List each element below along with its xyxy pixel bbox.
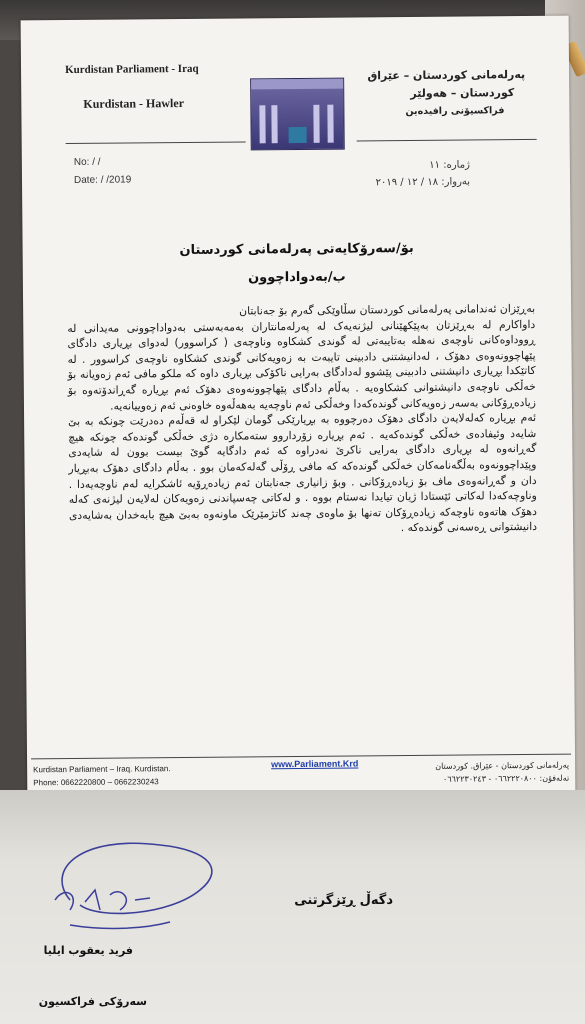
- signer-position: سەرۆکی فراکسیون: [38, 995, 147, 1008]
- signer-name: فرید یعقوب ایلیا: [43, 944, 133, 957]
- logo-column: [271, 105, 277, 143]
- body-paragraph: ئەم بڕیارە کەلەلایەن دادگای دهۆک دەرچووە بە بڕیارێکی گومان لێکراو لە قەڵەم دەدرێت چونکە بە بێ شایەد وئیفادەی خەڵکی گوندەکەیە . ئەم بڕیارە زۆرداروو ستەمکارە دژی خەڵکی گوندەکە چونکە هیچ گەڕانەوە لە بڕیاری دادگای بەرایی ناکرێ نەدراوە کە ئەم دادگایە گوێ بیست بوون لە شایەدی وپێداچوونەوە بەڵگەنامەکان خەڵکی گوندەکە کە مافی ڕۆڵی گەلەکەمان بوو . بەڵام دادگای دهۆک بەبڕیار دان و گەڕانەوەی ماف بۆ زیادەڕۆکانی . وبۆ زانیاری جەنابتان ئەم زیادەڕۆیە ئاشکرایە لەم ناوچەیەدا . وناوچەکەدا لەکاتی ئێستادا ژیان تیایدا نەستام بووە . و لەکاتی چەسپاندنی زەویەکان لەلایەن لیژنەی کەلە دهۆک هاتەوە ناوچەکە زیادەڕۆکان تەنها بۆ ماوەی چەند کاتژمێرێک ماونەوە بەبێ هیچ بابەخدان بەشایەدی دانیشتوانی ڕەسەنی گوندەکە .: [68, 411, 538, 535]
- website-link[interactable]: www.Parliament.Krd: [271, 758, 359, 770]
- ar-number-field: ژمارە: ۱۱: [429, 159, 470, 171]
- footer-en-line2: Phone: 0662220800 – 0662230243: [33, 777, 159, 788]
- letterhead-ar-line2: کوردستان – هەولێر: [410, 86, 515, 101]
- closing-regards: دگەڵ ڕێزگرتنی: [294, 893, 393, 908]
- letter-page: [21, 16, 576, 801]
- recipient-title: بۆ/سەرۆکایەتی پەرلەمانی کوردستان: [179, 240, 414, 259]
- footer-ar-line1: پەرلەمانی کوردستان - عێراق. کوردستان: [435, 760, 570, 771]
- letterhead-rule-right: [357, 139, 537, 142]
- date-field: Date: / /2019: [73, 174, 132, 186]
- letterhead-rule-left: [66, 141, 246, 144]
- letterhead-ar-line1: پەرلەمانی کوردستان – عێراق: [367, 68, 526, 83]
- logo-column: [259, 105, 265, 143]
- letterhead-en-line1: Kurdistan Parliament - Iraq: [64, 62, 199, 77]
- body-paragraph: بەڕێزان ئەندامانی پەرلەمانی کوردستان سڵاوێکی گەرم بۆ جەنابتان: [239, 301, 536, 318]
- handwritten-signature: [40, 830, 240, 940]
- letterhead-en-line2: Kurdistan - Hawler: [83, 95, 185, 111]
- ar-date-field: بەروار: ۱۸ / ۱۲ / ۲۰۱۹: [375, 176, 471, 189]
- letterhead-ar-line3: فراکسیۆنی رافیدەین: [405, 105, 505, 118]
- logo-door: [289, 127, 307, 143]
- no-field: No: / /: [73, 156, 101, 168]
- footer-en-line1: Kurdistan Parliament – Iraq. Kurdistan.: [33, 764, 171, 775]
- footer-ar-line2: تەلەفۆن: ٠٦٦٢٢٢٠٨٠٠ - ٠٦٦٢٢٣٠٢٤٣: [442, 773, 570, 784]
- letter-body: [67, 301, 537, 539]
- body-paragraph: داواکارم لە بەڕێزتان بەپێکهێنانی لیژنەیەک لە پەرلەمانتاران بەمەبەستی بەدواداچوونی مەیدانی لە ڕووداوەکانی ناوچەی نەهلە بەتایبەتی لە گوندی کشکاوە وناوچەی ( کراسوور) لەدوای بڕیاری دادگای پێهاچوونەوەی دهۆک ، لەدانیشتنی دادبینی تایبەت بە زەویەکانی گوندی کشکاوە ناوچەی کراسوور . لە کاتێکدا بڕیاری دانیشتنی دادبینی پێشوو لەدادگای بەرایی ناکۆکی بڕیاری داوە کە ملکو مافی ئەم زەویانە بۆ خەڵکی ناوچەی دانیشتوانی کشکاوەیە . بەڵام دادگای پێهاچوونەوەی دهۆک ئەم بڕیارە گەڕاندۆتەوە بۆ زیادەڕۆکانی بەسەر زەویەکانی گوندەکەدا وخەڵکی ئەم ناوچەیە بەهەڵەوە خاوەنی ئەم زەوییانەیە.: [67, 317, 537, 413]
- subject-title: ب/بەدواداچوون: [247, 269, 346, 286]
